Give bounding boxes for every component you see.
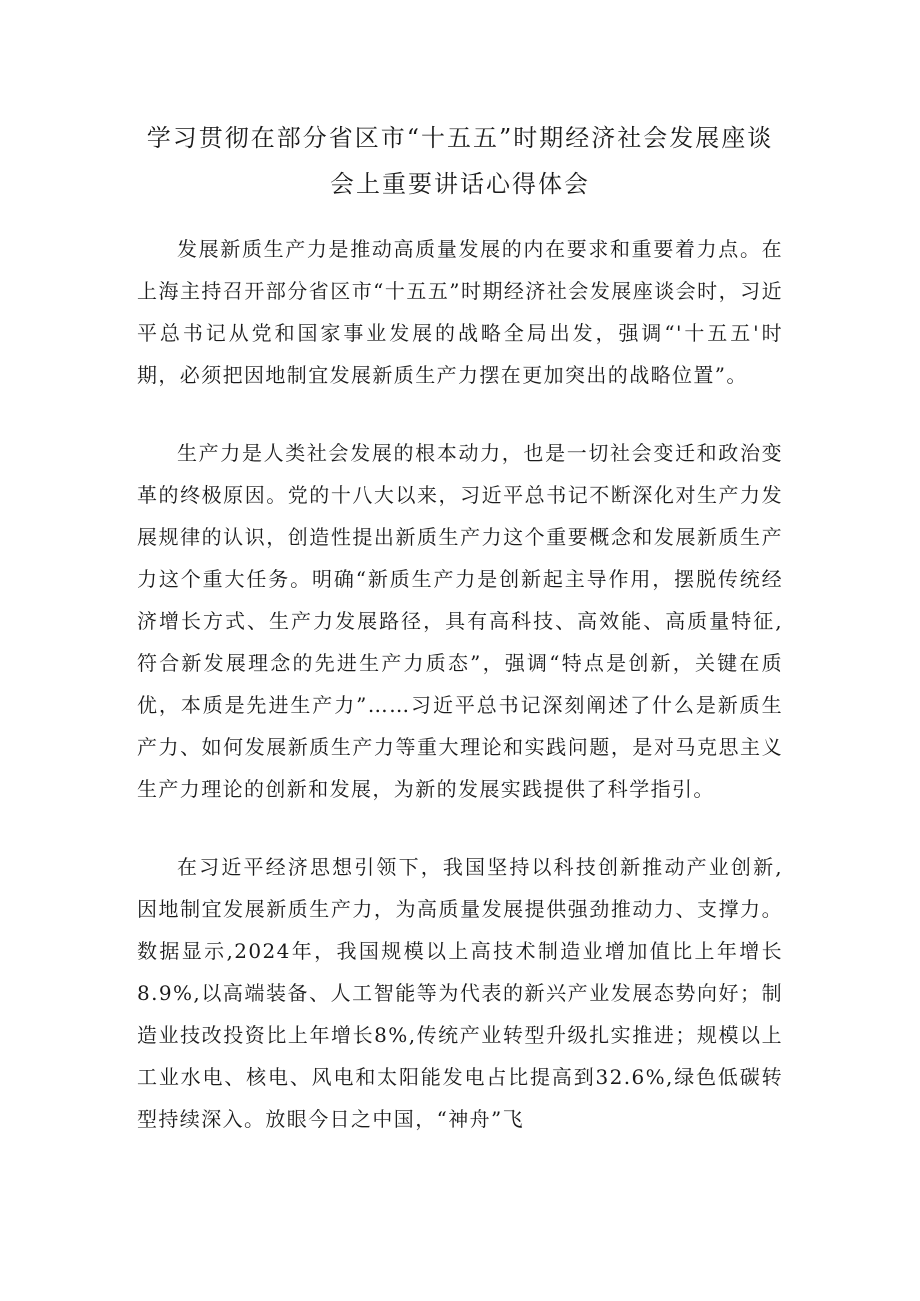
title-line-1: 学习贯彻在部分省区市“十五五”时期经济社会发展座谈: [146, 124, 774, 152]
document-title: [120, 115, 800, 207]
paragraph-3: 在习近平经济思想引领下，我国坚持以科技创新推动产业创新,因地制宜发展新质生产力，为高质量发展提供强劲推动力、支撑力。数据显示,2024年，我国规模以上高技术制造业增加值比上年增长8.9%,以高端装备、人工智能等为代表的新兴产业发展态势向好；制造业技改投资比上年增长8%,传统产业转型升级扎实推进；规模以上工业水电、核电、风电和太阳能发电占比提高到32.6%,绿色低碳转型持续深入。放眼今日之中国，“神舟”飞: [137, 855, 783, 1131]
paragraph-2: 生产力是人类社会发展的根本动力，也是一切社会变迁和政治变革的终极原因。党的十八大以来，习近平总书记不断深化对生产力发展规律的认识，创造性提出新质生产力这个重要概念和发展新质生产力这个重大任务。明确“新质生产力是创新起主导作用，摆脱传统经济增长方式、生产力发展路径，具有高科技、高效能、高质量特征,符合新发展理念的先进生产力质态”，强调“特点是创新，关键在质优，本质是先进生产力”……习近平总书记深刻阐述了什么是新质生产力、如何发展新质生产力等重大理论和实践问题，是对马克思主义生产力理论的创新和发展，为新的发展实践提供了科学指引。: [137, 441, 783, 801]
title-line-2: 会上重要讲话心得体会: [330, 170, 590, 198]
document-body: [137, 228, 783, 1176]
paragraph-1: 发展新质生产力是推动高质量发展的内在要求和重要着力点。在上海主持召开部分省区市“十五五”时期经济社会发展座谈会时，习近平总书记从党和国家事业发展的战略全局出发，强调“'十五五'时期，必须把因地制宜发展新质生产力摆在更加突出的战略位置”。: [137, 237, 783, 387]
